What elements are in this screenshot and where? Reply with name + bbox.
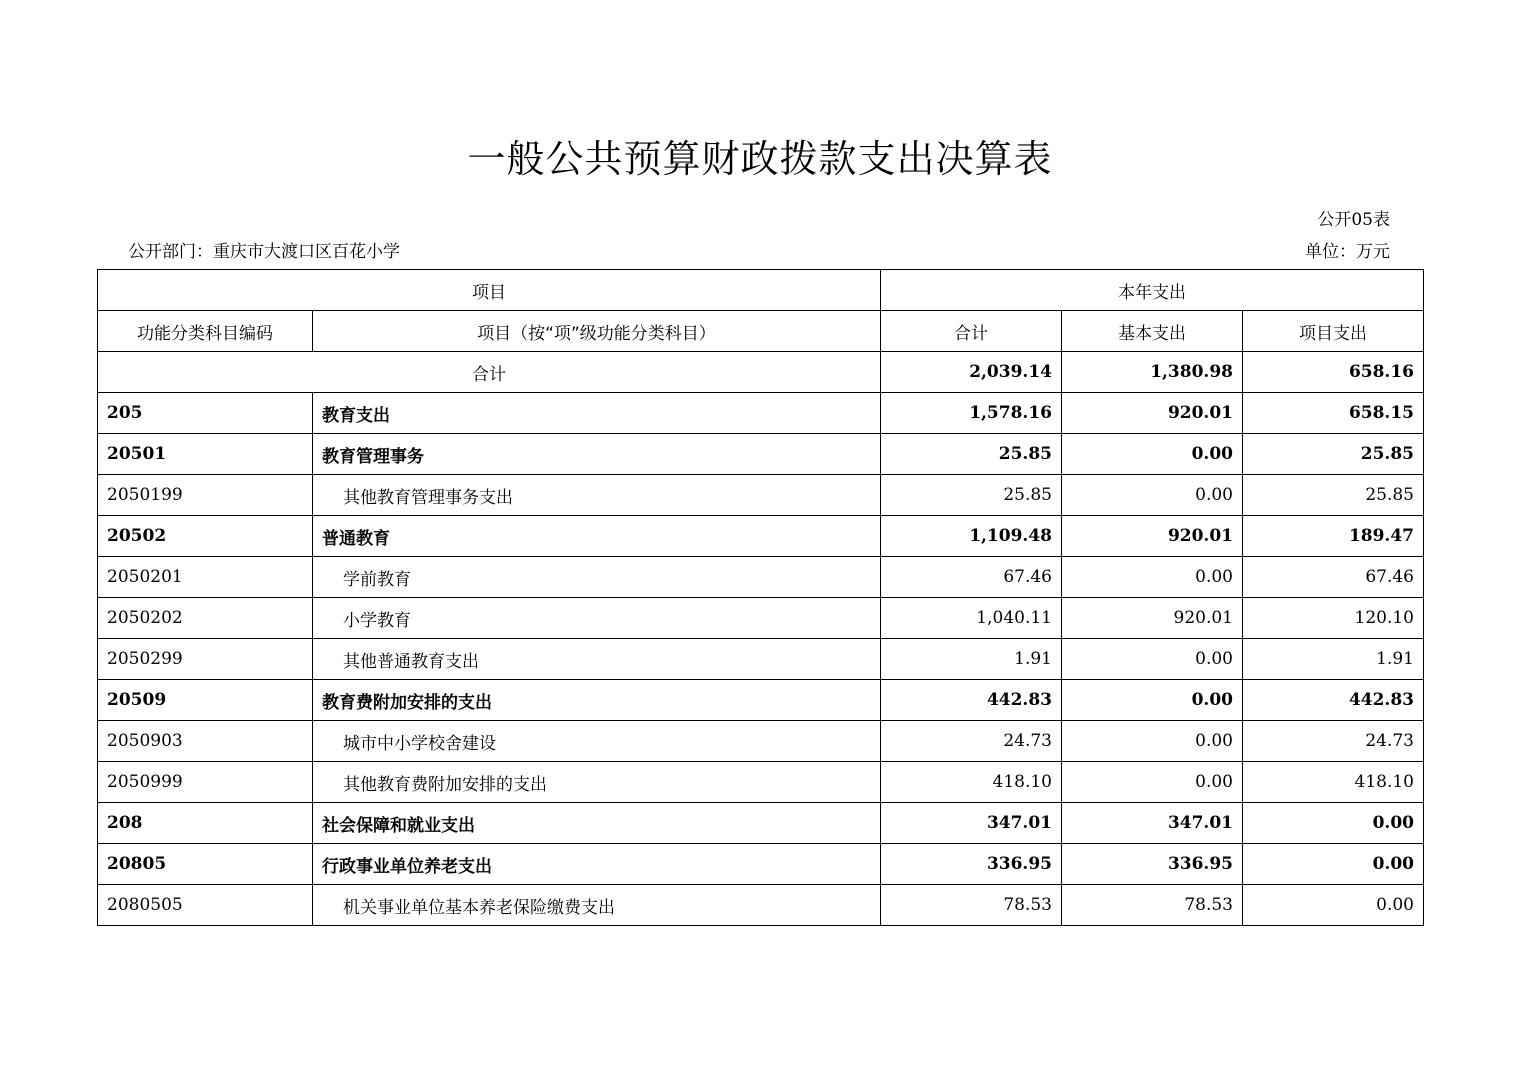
total-row — [98, 352, 1424, 393]
header-row-2 — [98, 311, 1424, 352]
row-project: 658.15 — [1243, 393, 1424, 434]
row-basic: 920.01 — [1062, 598, 1243, 639]
table-row — [98, 762, 1424, 803]
row-total: 67.46 — [881, 557, 1062, 598]
total-row-total: 2,039.14 — [881, 352, 1062, 393]
row-name: 教育管理事务 — [313, 434, 881, 475]
row-basic: 920.01 — [1062, 516, 1243, 557]
table-row — [98, 639, 1424, 680]
total-row-project: 658.16 — [1243, 352, 1424, 393]
table-row — [98, 885, 1424, 926]
table-row — [98, 434, 1424, 475]
row-code: 2050903 — [98, 721, 313, 762]
row-basic: 0.00 — [1062, 639, 1243, 680]
row-basic: 78.53 — [1062, 885, 1243, 926]
page-title: 一般公共预算财政拨款支出决算表 — [467, 137, 1053, 181]
table-row — [98, 393, 1424, 434]
header-total: 合计 — [881, 311, 1062, 352]
row-basic: 0.00 — [1062, 475, 1243, 516]
row-code: 2050202 — [98, 598, 313, 639]
row-project: 120.10 — [1243, 598, 1424, 639]
row-total: 347.01 — [881, 803, 1062, 844]
row-name: 教育支出 — [313, 393, 881, 434]
row-name: 机关事业单位基本养老保险缴费支出 — [313, 885, 881, 926]
row-name: 教育费附加安排的支出 — [313, 680, 881, 721]
row-project: 25.85 — [1243, 434, 1424, 475]
unit-label: 单位：万元 — [1305, 242, 1390, 262]
row-code: 2050999 — [98, 762, 313, 803]
table-row — [98, 598, 1424, 639]
row-project: 1.91 — [1243, 639, 1424, 680]
header-basic: 基本支出 — [1062, 311, 1243, 352]
department-label: 公开部门：重庆市大渡口区百花小学 — [128, 242, 400, 262]
row-project: 24.73 — [1243, 721, 1424, 762]
table-row — [98, 475, 1424, 516]
row-basic: 336.95 — [1062, 844, 1243, 885]
header-current-year-expense: 本年支出 — [881, 270, 1424, 311]
row-name: 学前教育 — [313, 557, 881, 598]
row-total: 1,578.16 — [881, 393, 1062, 434]
row-name: 其他普通教育支出 — [313, 639, 881, 680]
table-row — [98, 844, 1424, 885]
row-code: 20509 — [98, 680, 313, 721]
row-name: 城市中小学校舍建设 — [313, 721, 881, 762]
row-name: 社会保障和就业支出 — [313, 803, 881, 844]
row-basic: 347.01 — [1062, 803, 1243, 844]
row-project: 189.47 — [1243, 516, 1424, 557]
row-basic: 0.00 — [1062, 434, 1243, 475]
header-item: 项目（按“项”级功能分类科目） — [313, 311, 881, 352]
row-basic: 0.00 — [1062, 762, 1243, 803]
row-code: 2050199 — [98, 475, 313, 516]
row-total: 442.83 — [881, 680, 1062, 721]
row-code: 2080505 — [98, 885, 313, 926]
row-code: 20502 — [98, 516, 313, 557]
table-row — [98, 803, 1424, 844]
row-code: 20501 — [98, 434, 313, 475]
row-name: 普通教育 — [313, 516, 881, 557]
row-total: 1,109.48 — [881, 516, 1062, 557]
row-code: 20805 — [98, 844, 313, 885]
row-code: 205 — [98, 393, 313, 434]
row-project: 67.46 — [1243, 557, 1424, 598]
row-code: 208 — [98, 803, 313, 844]
total-row-label: 合计 — [98, 352, 881, 393]
row-project: 0.00 — [1243, 844, 1424, 885]
row-total: 336.95 — [881, 844, 1062, 885]
row-basic: 0.00 — [1062, 721, 1243, 762]
row-name: 小学教育 — [313, 598, 881, 639]
row-name: 行政事业单位养老支出 — [313, 844, 881, 885]
total-row-basic: 1,380.98 — [1062, 352, 1243, 393]
row-code: 2050299 — [98, 639, 313, 680]
header-row-1 — [98, 270, 1424, 311]
header-project: 项目 — [98, 270, 881, 311]
row-total: 25.85 — [881, 475, 1062, 516]
row-code: 2050201 — [98, 557, 313, 598]
table-row — [98, 680, 1424, 721]
row-basic: 0.00 — [1062, 680, 1243, 721]
form-number: 公开05表 — [1317, 210, 1390, 230]
row-total: 1,040.11 — [881, 598, 1062, 639]
row-project: 418.10 — [1243, 762, 1424, 803]
table-row — [98, 721, 1424, 762]
row-total: 24.73 — [881, 721, 1062, 762]
row-project: 0.00 — [1243, 885, 1424, 926]
table-row — [98, 557, 1424, 598]
row-name: 其他教育管理事务支出 — [313, 475, 881, 516]
expense-table — [97, 269, 1424, 926]
row-total: 1.91 — [881, 639, 1062, 680]
table-row — [98, 516, 1424, 557]
row-total: 418.10 — [881, 762, 1062, 803]
row-total: 25.85 — [881, 434, 1062, 475]
header-code: 功能分类科目编码 — [98, 311, 313, 352]
row-basic: 920.01 — [1062, 393, 1243, 434]
row-project: 442.83 — [1243, 680, 1424, 721]
row-name: 其他教育费附加安排的支出 — [313, 762, 881, 803]
row-basic: 0.00 — [1062, 557, 1243, 598]
row-total: 78.53 — [881, 885, 1062, 926]
header-project-expense: 项目支出 — [1243, 311, 1424, 352]
row-project: 0.00 — [1243, 803, 1424, 844]
row-project: 25.85 — [1243, 475, 1424, 516]
